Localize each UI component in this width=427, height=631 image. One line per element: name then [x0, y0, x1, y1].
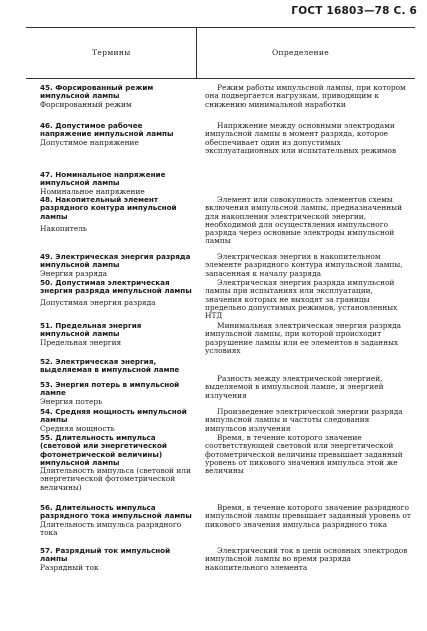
- term-entry-45: [40, 84, 192, 109]
- term-name: 57. Разрядный ток импульсной лампы: [40, 546, 171, 564]
- table-header-rule: [26, 78, 415, 79]
- term-entry-56: [40, 504, 192, 537]
- term-short-form: Разрядный ток: [40, 562, 99, 572]
- term-name: 53. Энергия потерь в импульсной лампе: [40, 380, 180, 398]
- term-short-form: Средняя мощность: [40, 423, 115, 433]
- definition-57: Электрический ток в цепи основных электродов импульсной лампы во время разряда накопительного элемента: [205, 546, 408, 572]
- term-entry-46: [40, 122, 192, 147]
- term-name: 46. Допустимое рабочее напряжение импульсной лампы: [40, 121, 174, 139]
- term-entry-54: [40, 408, 192, 433]
- column-header-definitions: Определение: [272, 48, 330, 57]
- term-name: 48. Накопительный элемент разрядного контура импульсной лампы: [40, 195, 177, 221]
- page-header: ГОСТ 16803—78 С. 6: [291, 5, 417, 17]
- term-short-form: Номинальное напряжение: [40, 186, 145, 196]
- term-name: 49. Электрическая энергия разряда импульсной лампы: [40, 252, 191, 270]
- term-short-form: Длительность импульса (световой или энергетической фотометрической величины): [40, 466, 191, 492]
- term-entry-48: [40, 196, 192, 233]
- definition-50: Электрическая энергия разряда импульсной лампы при испытаниях или эксплуатации, значения которых не выходят за границы предельно допустимых режимов, установленных НТД: [205, 278, 398, 321]
- term-short-form: Форсированный режим: [40, 99, 132, 109]
- term-entry-53: [40, 381, 192, 406]
- table-top-rule: [26, 27, 415, 28]
- term-name: 56. Длительность импульса разрядного тока импульсной лампы: [40, 503, 192, 521]
- term-short-form: Длительность импульса разрядного тока: [40, 519, 182, 537]
- definition-55: Время, в течение которого значение соответствующей световой или энергетической фотометрической величины превышает заданный уровень от пикового значения импульса этой же величины: [205, 433, 403, 476]
- term-name: 47. Номинальное напряжение импульсной лампы: [40, 170, 166, 188]
- definition-52: Разность между электрической энергией, выделяемой в импульсной лампе, и энергией излучения: [205, 374, 384, 400]
- term-entry-52: [40, 358, 192, 375]
- term-short-form: Энергия потерь: [40, 396, 103, 406]
- definition-51: Минимальная электрическая энергия разряда импульсной лампы, при которой происходит разрушение лампы или ее элементов в заданных условиях: [205, 321, 402, 355]
- term-short-form: Предельная энергия: [40, 337, 122, 347]
- term-name: 54. Средняя мощность импульсной лампы: [40, 407, 187, 425]
- definition-46: Напряжение между основными электродами импульсной лампы в момент разряда, которое обеспечивает один из допустимых эксплуатационных или испытательных режимов: [205, 121, 397, 155]
- term-entry-47: [40, 171, 192, 196]
- column-divider: [196, 27, 197, 78]
- term-name: 50. Допустимая электрическая энергия разряда импульсной лампы: [40, 278, 192, 296]
- definition-45: Режим работы импульсной лампы, при котором она подвергается нагрузкам, приводящим к снижению минимальной наработки: [205, 83, 406, 109]
- term-entry-50: [40, 279, 192, 307]
- term-name: 45. Форсированный режим импульсной лампы: [40, 83, 154, 101]
- term-entry-51: [40, 322, 192, 347]
- term-entry-55: [40, 434, 192, 492]
- term-short-form: Допустимая энергия разряда: [40, 297, 156, 307]
- term-entry-49: [40, 253, 192, 278]
- definition-48: Элемент или совокупность элементов схемы включения импульсной лампы, предназначенный для накопления электрической энергии, необходимой для осуществления импульсного разряда через основные электроды импульсной лампы: [205, 195, 403, 246]
- term-short-form: Накопитель: [40, 223, 87, 233]
- column-header-terms: Термины: [92, 48, 131, 57]
- term-entry-57: [40, 547, 192, 572]
- term-name: 55. Длительность импульса (световой или энергетической фотометрической величины) импульсной лампы: [40, 433, 167, 467]
- definition-49: Электрическая энергия в накопительном элементе разрядного контура импульсной лампы, запасенная к началу разряда: [205, 252, 403, 278]
- term-short-form: Энергия разряда: [40, 268, 108, 278]
- term-short-form: Допустимое напряжение: [40, 137, 139, 147]
- term-name: 52. Электрическая энергия, выделяемая в импульсной лампе: [40, 357, 180, 375]
- definition-54: Произведение электрической энергии разряда импульсной лампы и частоты следования импульсов излучения: [205, 407, 403, 433]
- term-name: 51. Предельная энергия импульсной лампы: [40, 321, 142, 339]
- definition-56: Время, в течение которого значение разрядного импульсной лампы превышает заданный уровень от пикового значения импульса разрядного тока: [205, 503, 411, 529]
